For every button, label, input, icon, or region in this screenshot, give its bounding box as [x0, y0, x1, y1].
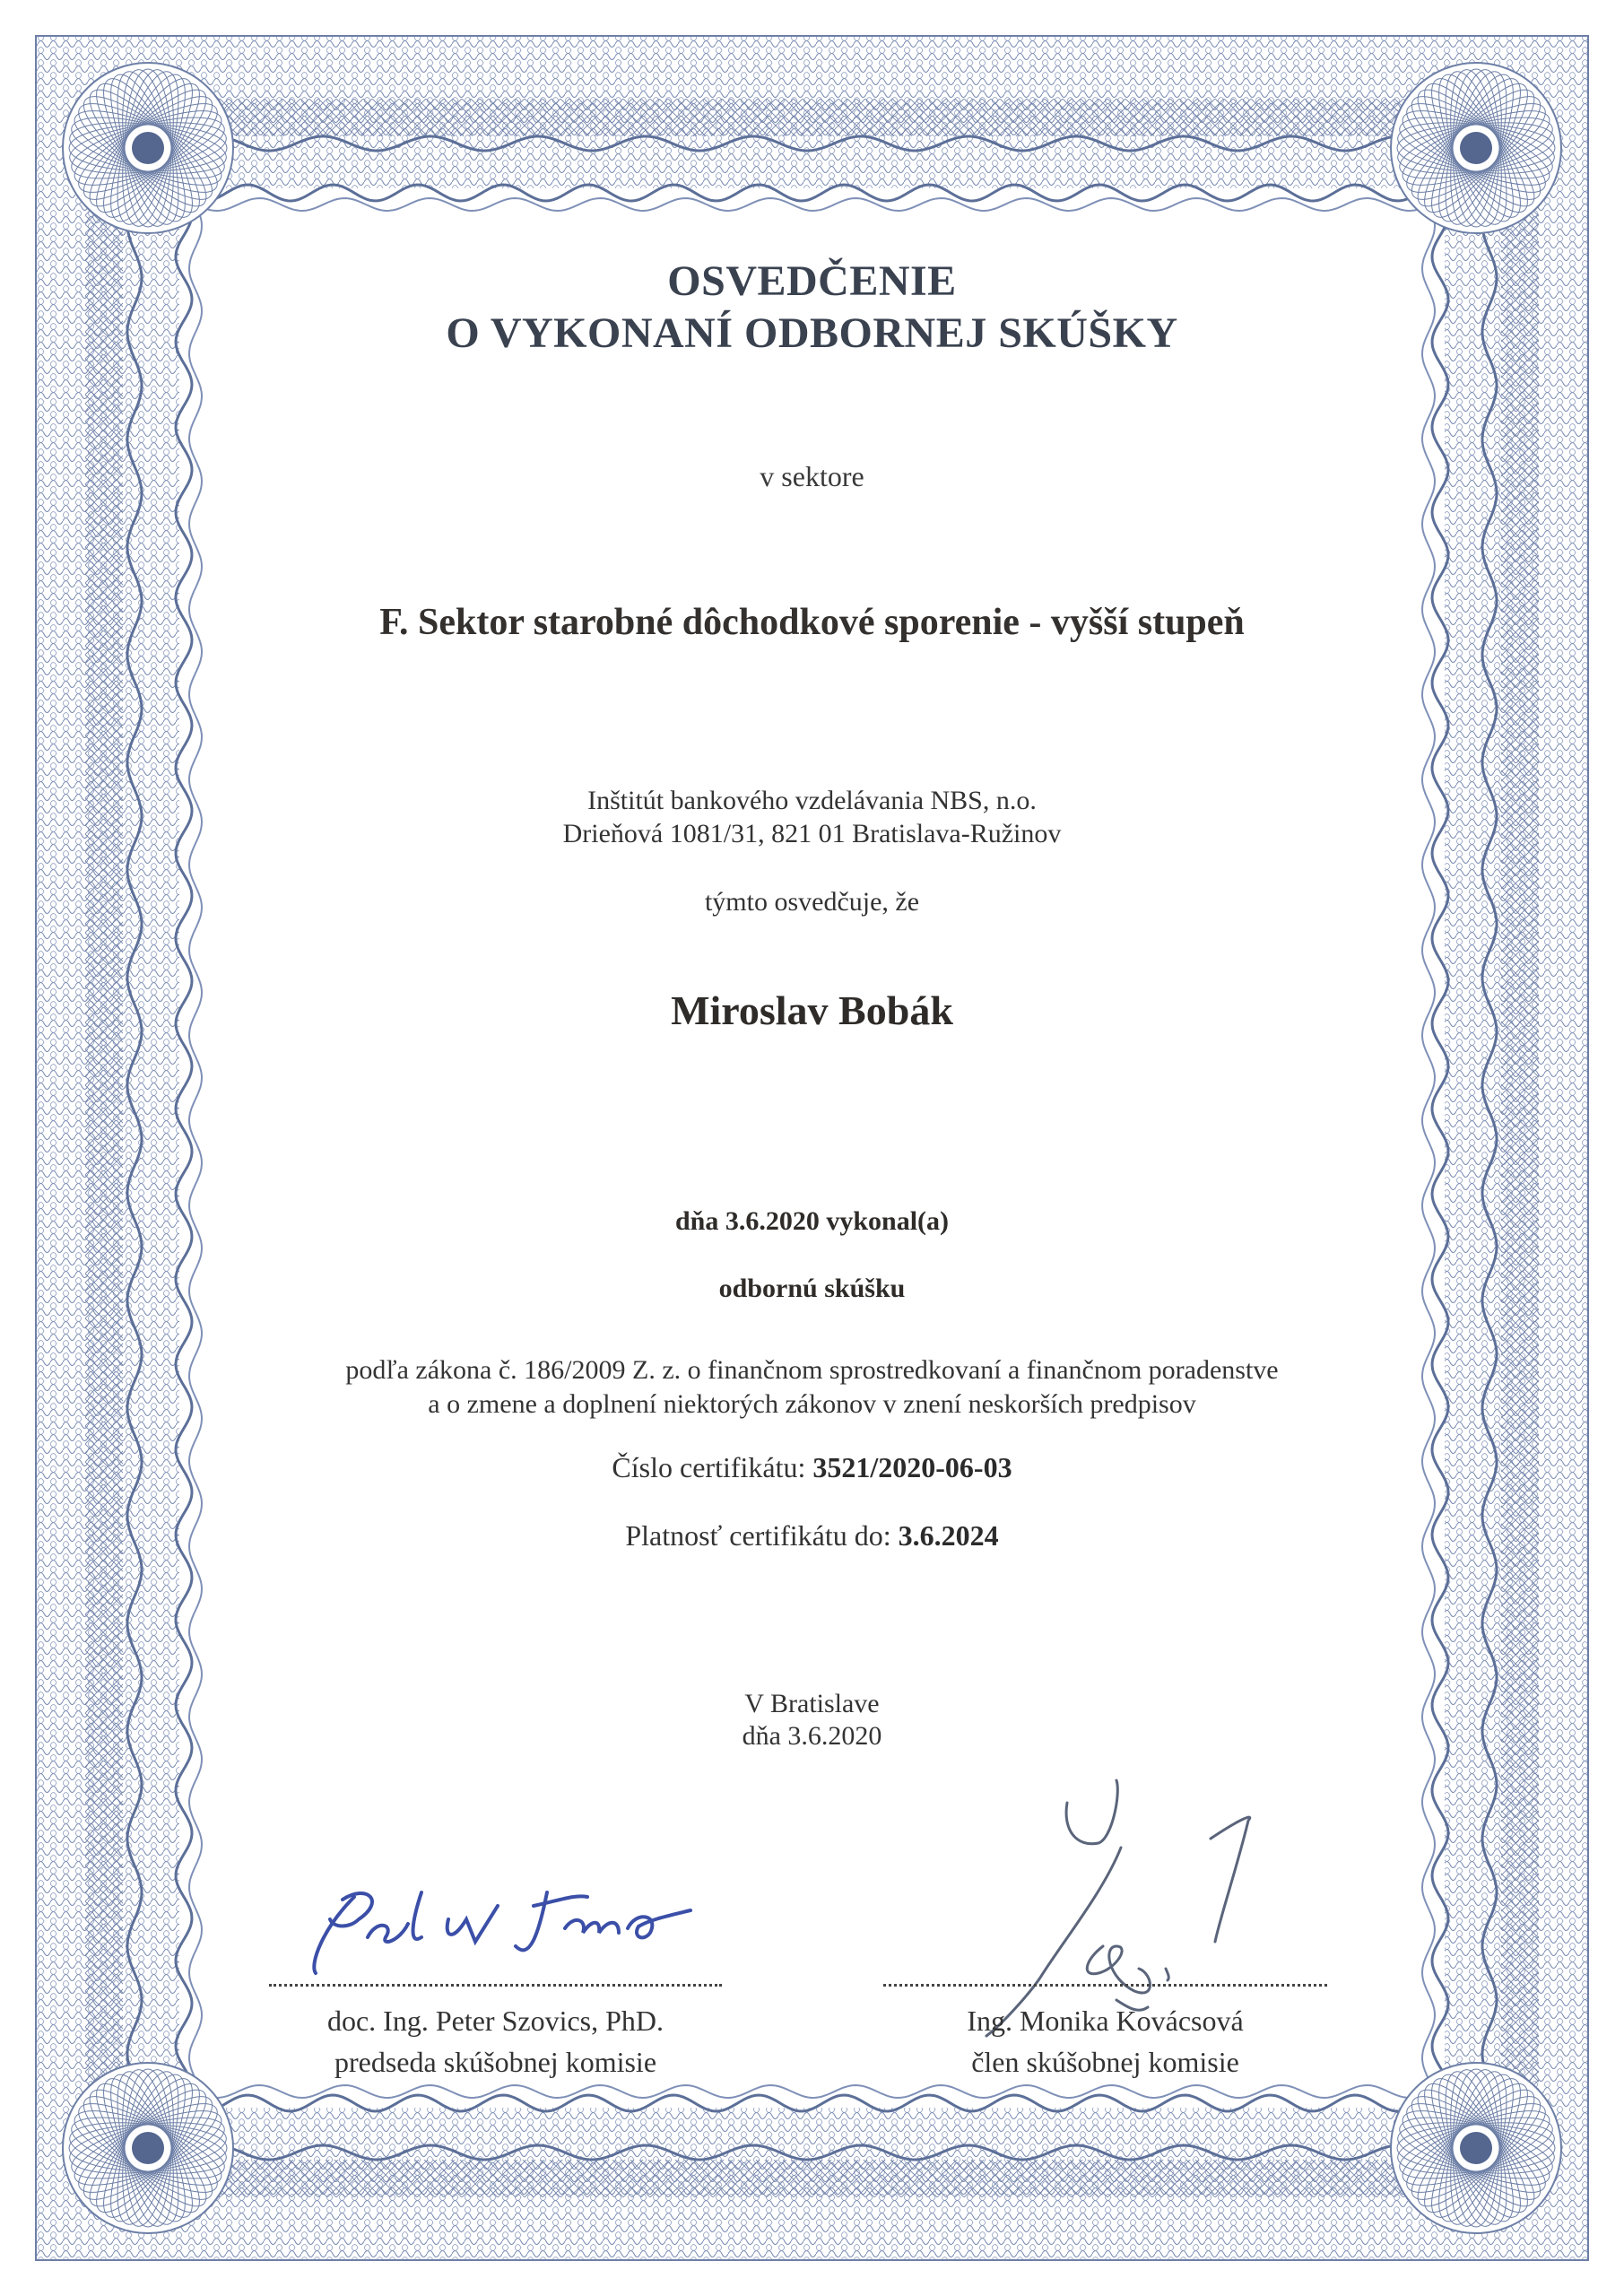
validity-label: Platnosť certifikátu do: — [625, 1519, 891, 1552]
cert-number-value: 3521/2020-06-03 — [812, 1451, 1012, 1483]
validity-row — [0, 1519, 1624, 1552]
issue-date: dňa 3.6.2020 — [742, 1721, 882, 1751]
law-line-1: podľa zákona č. 186/2009 Z. z. o finančnom sprostredkovaní a finančnom poradenstve — [345, 1355, 1279, 1385]
exam-type: odbornú skúšku — [718, 1274, 906, 1303]
issue-place: V Bratislave — [744, 1689, 880, 1718]
signatory-member-role: člen skúšobnej komisie — [971, 2046, 1239, 2078]
title-line-2: O VYKONANÍ ODBORNEJ SKÚŠKY — [446, 309, 1178, 357]
signatory-member — [883, 2000, 1327, 2083]
person-name: Miroslav Bobák — [671, 987, 953, 1033]
certifies-text: týmto osvedčuje, že — [704, 887, 920, 917]
institution-name: Inštitút bankového vzdelávania NBS, n.o. — [587, 786, 1037, 815]
sector-intro: v sektore — [760, 460, 864, 492]
title-line-1: OSVEDČENIE — [667, 257, 957, 305]
signatory-chair-role: predseda skúšobnej komisie — [334, 2046, 657, 2078]
cert-number-row — [0, 1451, 1624, 1484]
sector-name: F. Sektor starobné dôchodkové sporenie - vyšší stupeň — [379, 602, 1245, 643]
law-line-2: a o zmene a doplnení niektorých zákonov v znení neskorších predpisov — [428, 1389, 1196, 1419]
exam-date-line: dňa 3.6.2020 vykonal(a) — [674, 1206, 950, 1236]
cert-number-label: Číslo certifikátu: — [612, 1451, 806, 1483]
signatory-member-name: Ing. Monika Kovácsová — [967, 2005, 1244, 2037]
validity-value: 3.6.2024 — [898, 1519, 999, 1552]
signatory-chair-name: doc. Ing. Peter Szovics, PhD. — [326, 2005, 664, 2037]
signature-line-right — [883, 1984, 1327, 1987]
institution-address: Drieňová 1081/31, 821 01 Bratislava-Ružinov — [562, 819, 1062, 848]
signatory-chair — [269, 2000, 722, 2083]
signature-line-left — [269, 1984, 722, 1987]
